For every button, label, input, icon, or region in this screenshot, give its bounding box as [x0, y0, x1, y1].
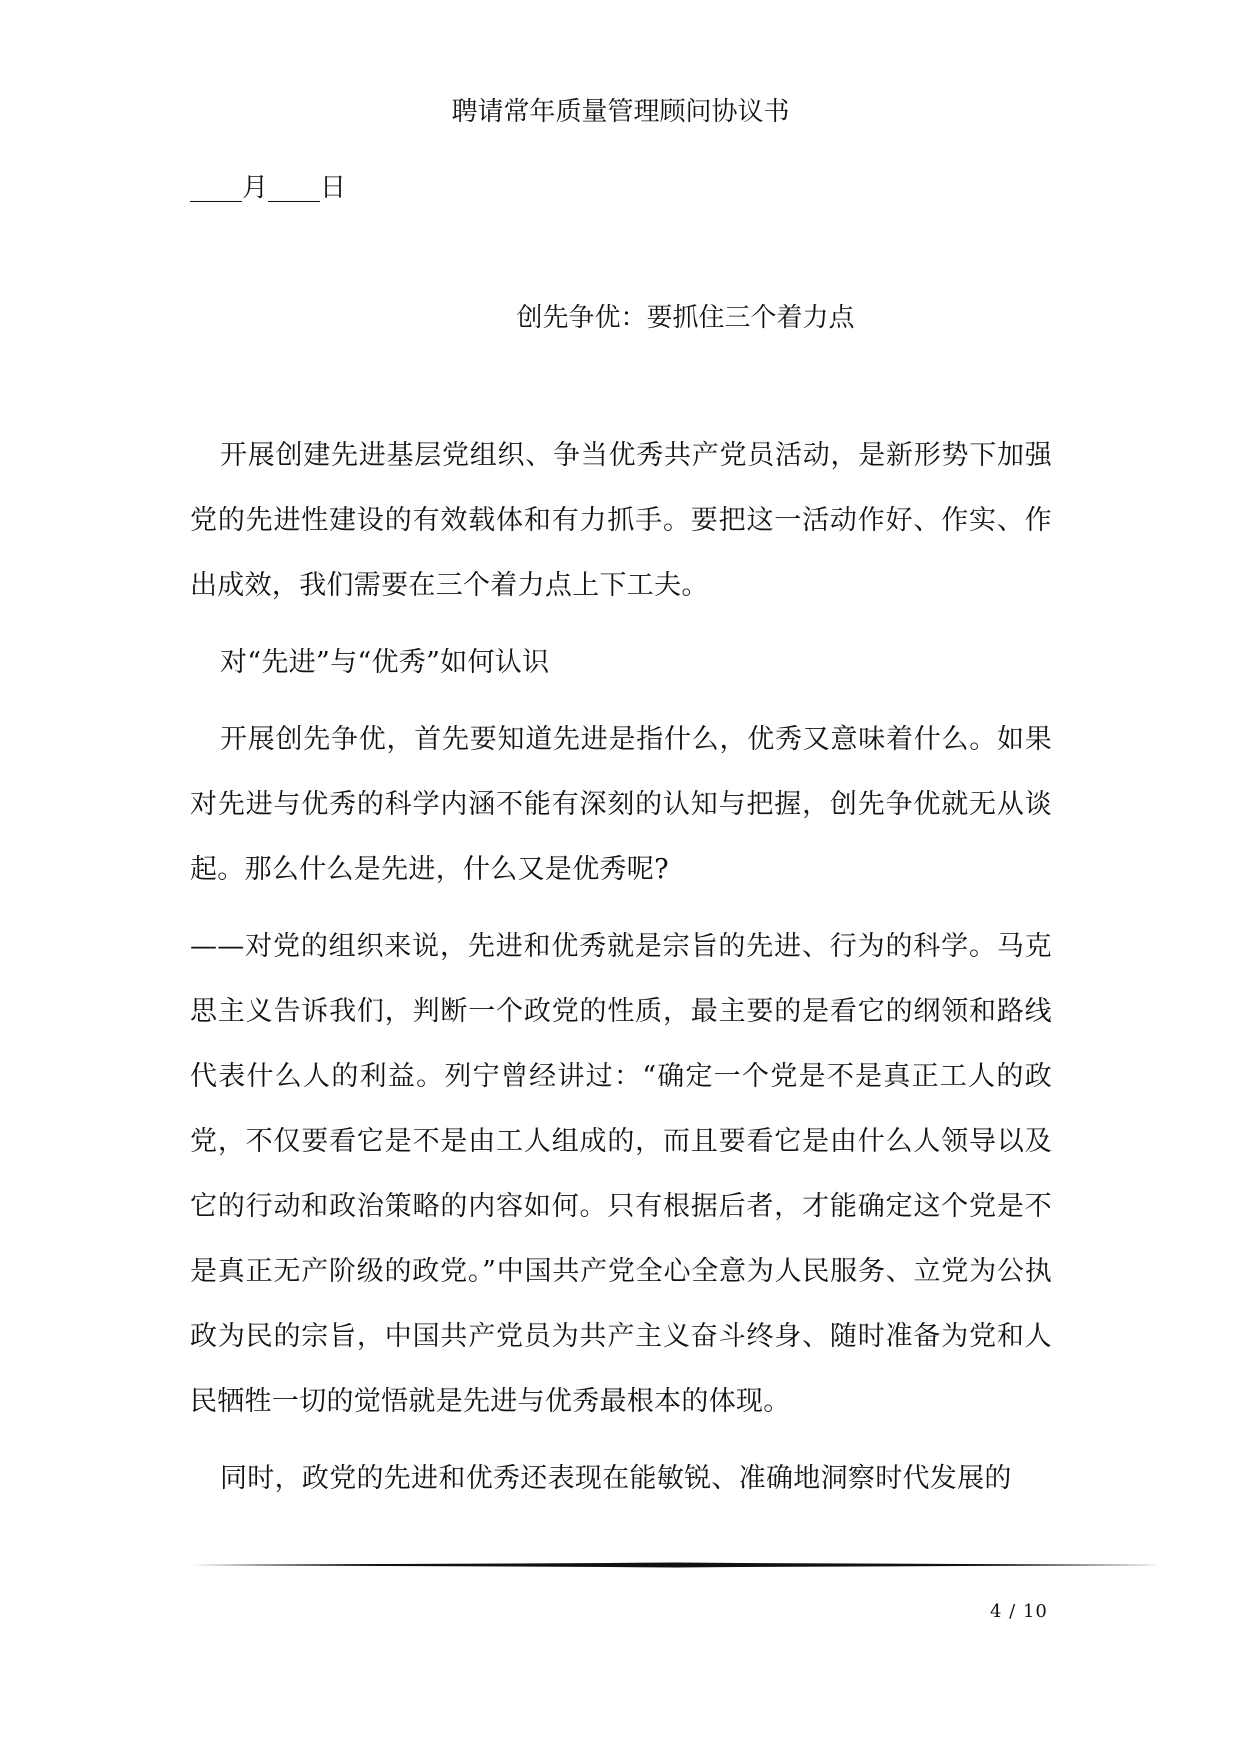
article-title: 创先争优：要抓住三个着力点: [516, 303, 855, 333]
page-number: 4 / 10: [990, 1601, 1048, 1622]
paragraph-continuation: 同时，政党的先进和优秀还表现在能敏锐、准确地洞察时代发展的: [220, 1463, 1012, 1494]
paragraph-definition: 开展创先争优，首先要知道先进是指什么，优秀又意味着什么。如果对先进与优秀的科学内涵不能有深刻的认知与把握，创先争优就无从谈起。那么什么是先进，什么又是优秀呢?: [190, 724, 1052, 885]
paragraph-intro: 开展创建先进基层党组织、争当优秀共产党员活动，是新形势下加强党的先进性建设的有效载体和有力抓手。要把这一活动作好、作实、作出成效，我们需要在三个着力点上下工夫。: [190, 440, 1052, 601]
paragraph-party-organization: ——对党的组织来说，先进和优秀就是宗旨的先进、行为的科学。马克思主义告诉我们，判断一个政党的性质，最主要的是看它的纲领和路线代表什么人的利益。列宁曾经讲过：“确定一个党是不是真正工人的政党，不仅要看它是不是由工人组成的，而且要看它是由什么人领导以及它的行动和政治策略的内容如何。只有根据后者，才能确定这个党是不是真正无产阶级的政党。”中国共产党全心全意为人民服务、立党为公执政为民的宗旨，中国共产党员为共产主义奋斗终身、随时准备为党和人民牺牲一切的觉悟就是先进与优秀最根本的体现。: [190, 931, 1052, 1417]
footer-divider: [190, 1559, 1160, 1571]
section-heading: 对“先进”与“优秀”如何认识: [220, 647, 550, 678]
date-line: ____月____日: [190, 173, 347, 203]
document-title: 聘请常年质量管理顾问协议书: [451, 97, 790, 127]
article-body: [190, 423, 1052, 1523]
